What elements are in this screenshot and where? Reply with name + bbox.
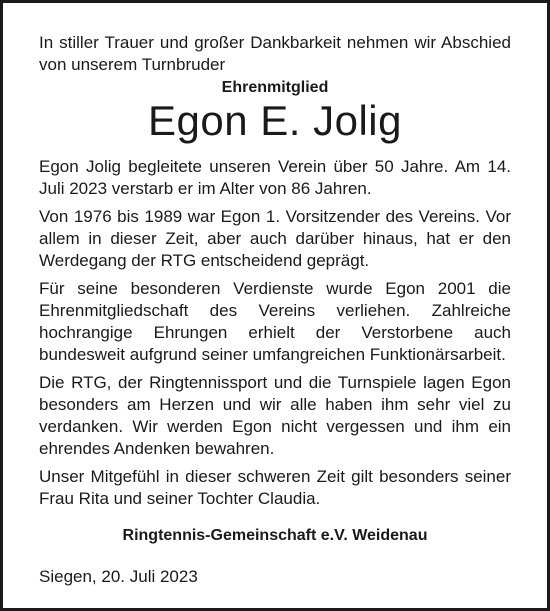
notice-content <box>39 32 511 588</box>
club-signature: Ringtennis-Gemeinschaft e.V. Weidenau <box>122 527 428 544</box>
intro-text: In stiller Trauer und großer Dankbarkeit nehmen wir Abschied von unserem Turnbruder <box>39 33 511 74</box>
deceased-name: Egon E. Jolig <box>148 97 402 144</box>
paragraph-honors: Für seine besonderen Verdienste wurde Egon 2001 die Ehrenmitgliedschaft des Vereins verliehen. Zahlreiche hochrangige Ehrungen erhielt der Verstorbene auch bundesweit aufgrund seiner umfangreichen Funktionärsarbeit. <box>39 279 511 364</box>
paragraph-gratitude: Die RTG, der Ringtennissport und die Turnspiele lagen Egon besonders am Herzen und wir alle haben ihm sehr viel zu verdanken. Wir werden Egon nicht vergessen und ihm ein ehrendes Andenken bewahren. <box>39 373 511 458</box>
paragraph-tenure: Egon Jolig begleitete unseren Verein über 50 Jahre. Am 14. Juli 2023 verstarb er im Alter von 86 Jahren. <box>39 157 511 198</box>
paragraph-condolence: Unser Mitgefühl in dieser schweren Zeit gilt besonders seiner Frau Rita und seiner Tochter Claudia. <box>39 467 511 508</box>
honorary-title: Ehrenmitglied <box>221 79 329 96</box>
paragraph-chairman: Von 1976 bis 1989 war Egon 1. Vorsitzender des Vereins. Vor allem in dieser Zeit, aber auch darüber hinaus, hat er den Werdegang der RTG entscheidend geprägt. <box>39 207 511 270</box>
place-date: Siegen, 20. Juli 2023 <box>39 567 198 586</box>
